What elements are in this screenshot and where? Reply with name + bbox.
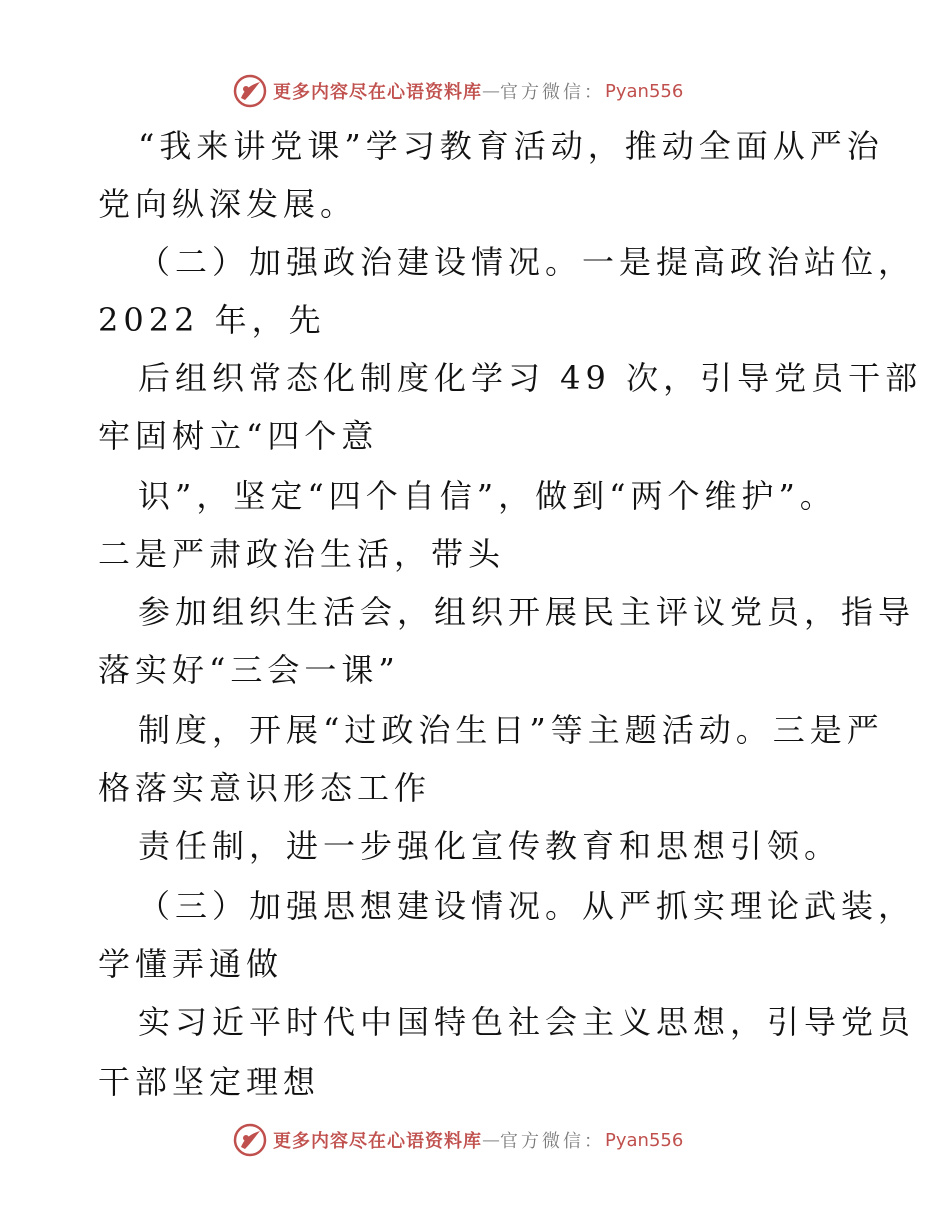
text-line: （三）加强思想建设情况。从严抓实理论武装， [138,887,916,925]
header-watermark [233,73,683,109]
text-line: 党向纵深发展。 [98,185,358,223]
text-line: 后组织常态化制度化学习 49 次，引导党员干部 [138,359,923,397]
watermark-brand: 更多内容尽在心语资料库 [273,1131,482,1152]
text-line: 落实好“三会一课” [98,651,400,689]
text-line: （二）加强政治建设情况。一是提高政治站位， [138,243,916,281]
text-line: 干部坚定理想 [98,1063,321,1101]
text-line: 实习近平时代中国特色社会主义思想，引导党员 [138,1003,916,1041]
footer-watermark [233,1122,683,1158]
text-line: 参加组织生活会，组织开展民主评议党员，指导 [138,593,916,631]
watermark-wechat-id: Pyan556 [605,80,684,102]
brand-logo-icon [233,74,267,108]
text-line: 牢固树立“四个意 [98,417,379,455]
text-line: 识”，坚定“四个自信”，做到“两个维护”。 [138,477,837,515]
watermark-brand: 更多内容尽在心语资料库 [273,82,482,103]
text-line: 制度，开展“过政治生日”等主题活动。三是严 [138,711,884,749]
watermark-label: 官方微信： [500,1131,605,1152]
text-line: 学懂弄通做 [98,945,284,983]
text-line: 责任制，进一步强化宣传教育和思想引领。 [138,827,842,865]
text-line: 2022 年，先 [98,301,326,339]
text-line: “我来讲党课”学习教育活动，推动全面从严治 [138,127,884,165]
brand-logo-icon [233,1123,267,1157]
watermark-separator: — [482,80,500,102]
watermark-label: 官方微信： [500,82,605,103]
watermark-wechat-id: Pyan556 [605,1129,684,1151]
text-line: 二是严肃政治生活，带头 [98,535,506,573]
text-line: 格落实意识形态工作 [98,769,432,807]
watermark-separator: — [482,1129,500,1151]
